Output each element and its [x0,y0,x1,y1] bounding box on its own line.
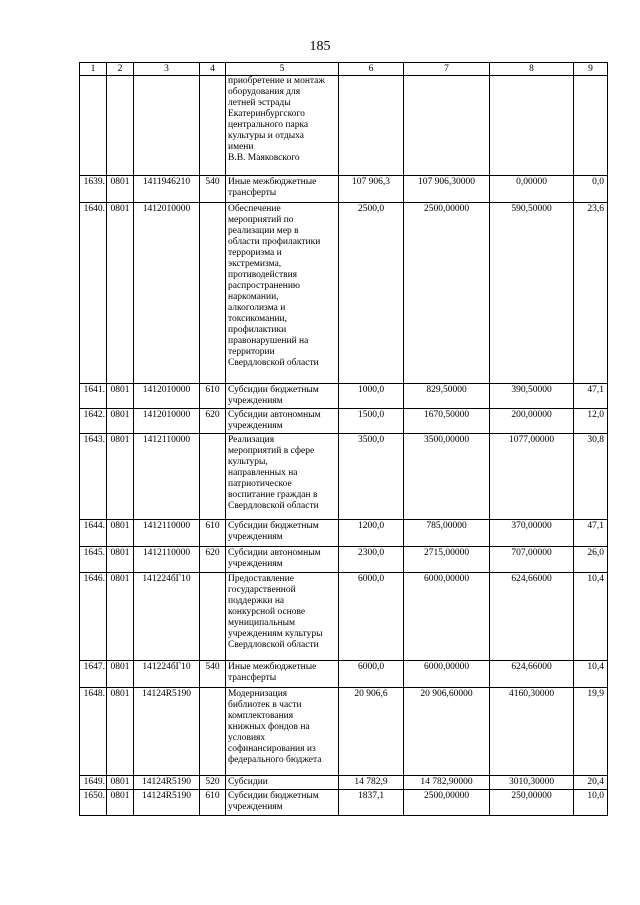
table-row [80,776,608,790]
description: Субсидии автономным учреждениям [226,547,339,573]
value-col7: 6000,00000 [404,661,490,688]
value-col8: 3010,30000 [490,776,574,790]
value-col8: 624,66000 [490,573,574,661]
header-row [80,63,608,76]
value-col7: 1670,50000 [404,409,490,434]
table-row [80,520,608,547]
value-col9: 19,9 [574,688,608,776]
value-col9 [574,76,608,176]
value-col7: 107 906,30000 [404,176,490,203]
expense-type [200,203,226,384]
value-col9: 0,0 [574,176,608,203]
value-col6: 6000,0 [339,573,404,661]
table-row [80,547,608,573]
page-number: 185 [309,39,331,54]
row-number: 1649. [80,776,107,790]
value-col8: 250,00000 [490,790,574,816]
column-header: 7 [404,63,490,76]
section-code: 0801 [107,573,134,661]
value-col9: 23,6 [574,203,608,384]
description: Модернизация библиотек в части комплектования книжных фондов на условиях софинансирования из федерального бюджета [226,688,339,776]
value-col6 [339,76,404,176]
table-row [80,384,608,409]
value-col6: 14 782,9 [339,776,404,790]
expense-type: 620 [200,409,226,434]
column-header: 4 [200,63,226,76]
expense-type: 610 [200,520,226,547]
expense-type: 610 [200,384,226,409]
row-number: 1646. [80,573,107,661]
value-col8: 624,66000 [490,661,574,688]
section-code: 0801 [107,547,134,573]
value-col7 [404,76,490,176]
value-col6: 2300,0 [339,547,404,573]
description: Субсидии бюджетным учреждениям [226,384,339,409]
row-number: 1639. [80,176,107,203]
description: Предоставление государственной поддержки на конкурсной основе муниципальным учреждениям культуры Свердловской области [226,573,339,661]
section-code: 0801 [107,384,134,409]
value-col8: 707,00000 [490,547,574,573]
value-col6: 6000,0 [339,661,404,688]
target-code: 1412010000 [134,384,200,409]
target-code: 1412010000 [134,409,200,434]
row-number: 1648. [80,688,107,776]
expense-type [200,434,226,520]
value-col8: 590,50000 [490,203,574,384]
value-col8: 390,50000 [490,384,574,409]
section-code: 0801 [107,409,134,434]
description: Субсидии бюджетным учреждениям [226,520,339,547]
description: Субсидии [226,776,339,790]
value-col7: 6000,00000 [404,573,490,661]
row-number: 1642. [80,409,107,434]
description: Субсидии автономным учреждениям [226,409,339,434]
row-number: 1650. [80,790,107,816]
value-col8: 370,00000 [490,520,574,547]
target-code [134,76,200,176]
section-code: 0801 [107,203,134,384]
expense-type: 620 [200,547,226,573]
table-row [80,76,608,176]
description: Иные межбюджетные трансферты [226,176,339,203]
value-col6: 3500,0 [339,434,404,520]
description: Субсидии бюджетным учреждениям [226,790,339,816]
value-col8: 200,00000 [490,409,574,434]
column-header: 2 [107,63,134,76]
target-code: 1412010000 [134,203,200,384]
table-row [80,790,608,816]
row-number: 1647. [80,661,107,688]
section-code: 0801 [107,434,134,520]
value-col9: 10,4 [574,573,608,661]
value-col9: 26,0 [574,547,608,573]
description: Иные межбюджетные трансферты [226,661,339,688]
expense-type: 540 [200,176,226,203]
section-code: 0801 [107,661,134,688]
budget-table [79,62,608,816]
expense-type [200,573,226,661]
value-col9: 12,0 [574,409,608,434]
value-col6: 2500,0 [339,203,404,384]
value-col9: 30,8 [574,434,608,520]
description: приобретение и монтаж оборудования для летней эстрады Екатеринбургского центрального парка культуры и отдыха имени В.В. Маяковского [226,76,339,176]
value-col9: 47,1 [574,384,608,409]
row-number [80,76,107,176]
expense-type: 610 [200,790,226,816]
table-row [80,409,608,434]
table-row [80,573,608,661]
value-col8: 1077,00000 [490,434,574,520]
value-col7: 20 906,60000 [404,688,490,776]
value-col8 [490,76,574,176]
target-code: 14124R5190 [134,776,200,790]
expense-type: 520 [200,776,226,790]
table-row [80,176,608,203]
section-code: 0801 [107,688,134,776]
section-code [107,76,134,176]
section-code: 0801 [107,176,134,203]
description: Реализация мероприятий в сфере культуры, направленных на патриотическое воспитание граждан в Свердловской области [226,434,339,520]
column-header: 8 [490,63,574,76]
row-number: 1644. [80,520,107,547]
value-col6: 20 906,6 [339,688,404,776]
target-code: 1411946210 [134,176,200,203]
value-col7: 14 782,90000 [404,776,490,790]
target-code: 1412110000 [134,434,200,520]
column-header: 1 [80,63,107,76]
value-col9: 47,1 [574,520,608,547]
table-row [80,203,608,384]
table-row [80,688,608,776]
column-header: 9 [574,63,608,76]
column-header: 5 [226,63,339,76]
value-col7: 2500,00000 [404,203,490,384]
row-number: 1643. [80,434,107,520]
target-code: 14124R5190 [134,688,200,776]
value-col7: 3500,00000 [404,434,490,520]
column-header: 3 [134,63,200,76]
value-col7: 2715,00000 [404,547,490,573]
target-code: 1412110000 [134,547,200,573]
value-col9: 10,0 [574,790,608,816]
row-number: 1645. [80,547,107,573]
expense-type: 540 [200,661,226,688]
value-col9: 20,4 [574,776,608,790]
target-code: 14124R5190 [134,790,200,816]
value-col7: 829,50000 [404,384,490,409]
value-col6: 1200,0 [339,520,404,547]
value-col7: 2500,00000 [404,790,490,816]
value-col6: 1837,1 [339,790,404,816]
value-col8: 0,00000 [490,176,574,203]
value-col6: 1000,0 [339,384,404,409]
expense-type [200,688,226,776]
column-header: 6 [339,63,404,76]
section-code: 0801 [107,520,134,547]
description: Обеспечение мероприятий по реализации мер в области профилактики терроризма и экстремизма, противодействия распространению наркомании, алкоголизма и токсикомании, профилактики правонарушений на территории Свердловской области [226,203,339,384]
value-col7: 785,00000 [404,520,490,547]
value-col6: 1500,0 [339,409,404,434]
row-number: 1641. [80,384,107,409]
target-code: 141224бГ10 [134,661,200,688]
target-code: 141224бГ10 [134,573,200,661]
table-row [80,661,608,688]
row-number: 1640. [80,203,107,384]
value-col6: 107 906,3 [339,176,404,203]
target-code: 1412110000 [134,520,200,547]
expense-type [200,76,226,176]
table-row [80,434,608,520]
value-col8: 4160,30000 [490,688,574,776]
section-code: 0801 [107,776,134,790]
section-code: 0801 [107,790,134,816]
value-col9: 10,4 [574,661,608,688]
